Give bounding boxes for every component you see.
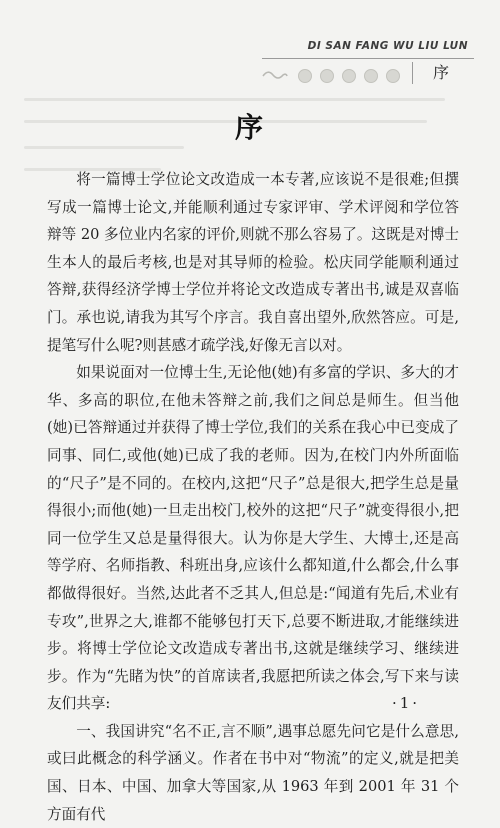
ornament-dot-icon <box>320 69 334 83</box>
ornament-dot-icon <box>342 69 356 83</box>
swirl-ornament-icon <box>262 69 288 81</box>
ornament-dot-icon <box>364 69 378 83</box>
body-text <box>47 166 459 828</box>
paragraph: 如果说面对一位博士生,无论他(她)有多富的学识、多大的才华、多高的职位,在他未答辩之前,我们之间总是师生。但当他(她)已答辩通过并获得了博士学位,我们的关系在我心中已变成了同事、同仁,或他(她)已成了我的老师。因为,在校门内外所面临的“尺子”是不同的。在校内,这把“尺子”总是很大,把学生总是量得很小;而他(她)一旦走出校门,校外的这把“尺子”就变得很小,把同一位学生又总是量得很大。认为你是大学生、大博士,还是高等学府、名师指教、科班出身,应该什么都知道,什么都会,什么事都做得很好。当然,达此者不乏其人,但总是:“闻道有先后,术业有专攻”,世界之大,谁都不能够包打天下,总要不断进取,才能继续进步。将博士学位论文改造成专著出书,这就是继续学习、继续进步。作为“先睹为快”的首席读者,我愿把所读之体会,写下来与读友们共享: <box>47 364 459 713</box>
page-title: 序 <box>234 111 265 144</box>
header-ornaments <box>262 66 412 82</box>
header-rule <box>262 58 474 59</box>
running-head: DI SAN FANG WU LIU LUN <box>307 40 468 52</box>
paragraph: 将一篇博士学位论文改造成一本专著,应该说不是很难;但撰写成一篇博士论文,并能顺利通过专家评审、学术评阅和学位答辩等 20 多位业内名家的评价,则就不那么容易了。这既是对博士生本人的最后考核,也是对其导师的检验。松庆同学能顺利通过答辩,获得经济学博士学位并将论文改造成专著出书,诚是双喜临门。承也说,请我为其写个序言。我自喜出望外,欣然答应。可是,提笔写什么呢?则甚感才疏学浅,好像无言以对。 <box>47 171 459 354</box>
ornament-dot-icon <box>298 69 312 83</box>
section-label: 序 <box>412 62 469 84</box>
page-number: ·1· <box>392 694 421 712</box>
ornament-dot-icon <box>386 69 400 83</box>
paragraph: 一、我国讲究“名不正,言不顺”,遇事总愿先问它是什么意思,或曰此概念的科学涵义。作者在书中对“物流”的定义,就是把美国、日本、中国、加拿大等国家,从 1963 年到 2001 年 31 个方面有代 <box>47 722 459 823</box>
